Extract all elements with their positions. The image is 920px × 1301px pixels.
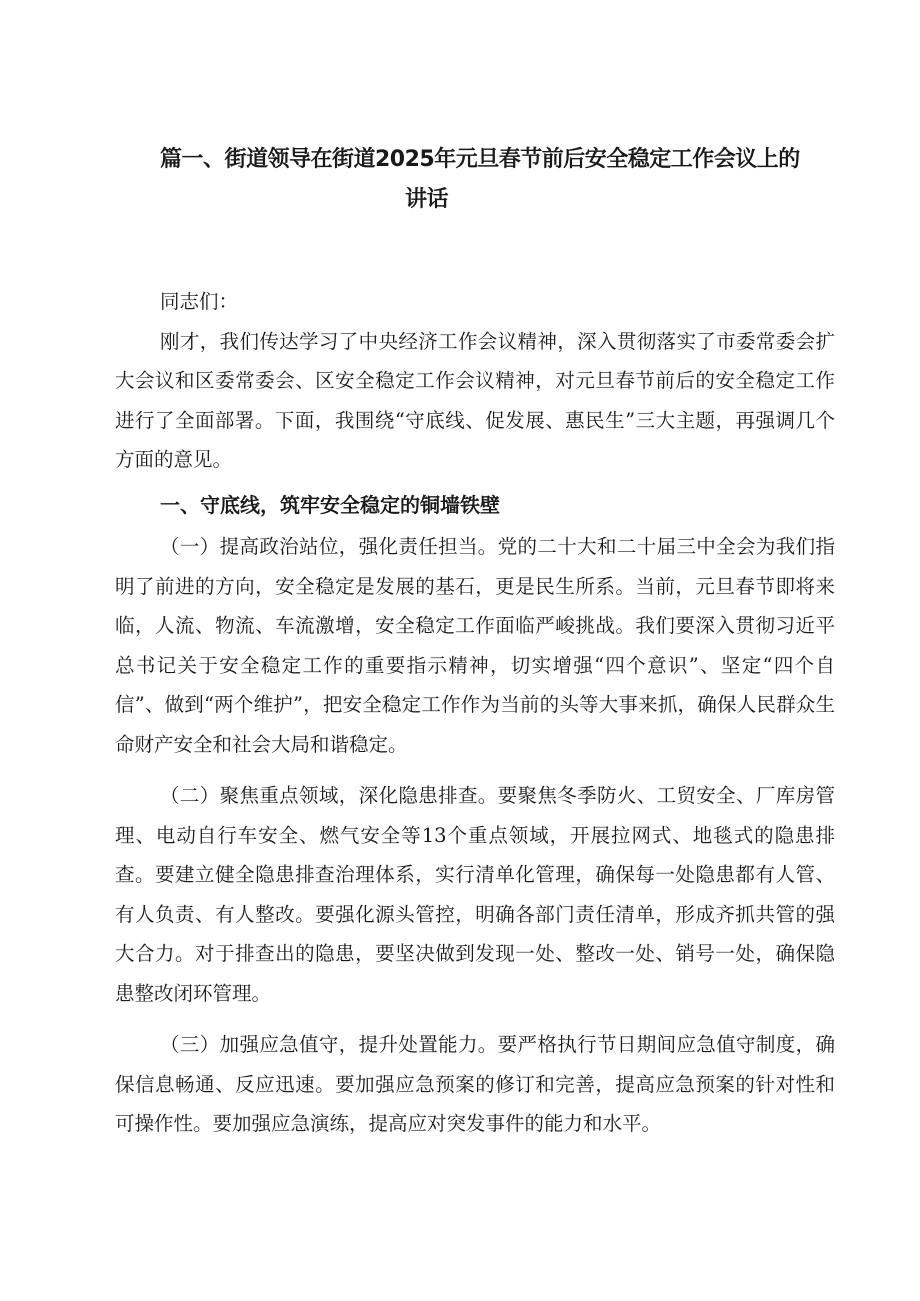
paragraph-item-2: （二）聚焦重点领域，深化隐患排查。要聚焦冬季防火、工贸安全、厂库房管理、电动自行车安全、燃气安全等13个重点领域，开展拉网式、地毯式的隐患排查。要建立健全隐患排查治理体系，实行清单化管理，确保每一处隐患都有人管、有人负责、有人整改。要强化源头管控，明确各部门责任清单，形成齐抓共管的强大合力。对于排查出的隐患，要坚决做到发现一处、整改一处、销号一处，确保隐患整改闭环管理。 <box>115 784 835 1005</box>
salutation: 同志们： <box>160 290 239 313</box>
section-heading-1: 一、守底线，筑牢安全稳定的铜墙铁壁 <box>160 492 500 517</box>
paragraph-item-1: （一）提高政治站位，强化责任担当。党的二十大和二十届三中全会为我们指明了前进的方向，安全稳定是发展的基石，更是民生所系。当前，元旦春节即将来临，人流、物流、车流激增，安全稳定工作面临严峻挑战。我们要深入贯彻习近平总书记关于安全稳定工作的重要指示精神，切实增强“四个意识”、坚定“四个自信”、做到“两个维护”，把安全稳定工作作为当前的头等大事来抓，确保人民群众生命财产安全和社会大局和谐稳定。 <box>115 535 835 756</box>
document-title <box>160 140 850 220</box>
intro-paragraph: 刚才，我们传达学习了中央经济工作会议精神，深入贯彻落实了市委常委会扩大会议和区委常委会、区安全稳定工作会议精神，对元旦春节前后的安全稳定工作进行了全面部署。下面，我围绕“守底线、促发展、惠民生”三大主题，再强调几个方面的意见。 <box>115 329 835 471</box>
title-line-1: 篇一、街道领导在街道2025年元旦春节前后安全稳定工作会议上的 <box>160 147 800 172</box>
paragraph-item-3: （三）加强应急值守，提升处置能力。要严格执行节日期间应急值守制度，确保信息畅通、反应迅速。要加强应急预案的修订和完善，提高应急预案的针对性和可操作性。要加强应急演练，提高应对突发事件的能力和水平。 <box>115 1033 835 1135</box>
title-line-2: 讲话 <box>405 187 449 212</box>
document-body <box>115 282 835 1144</box>
